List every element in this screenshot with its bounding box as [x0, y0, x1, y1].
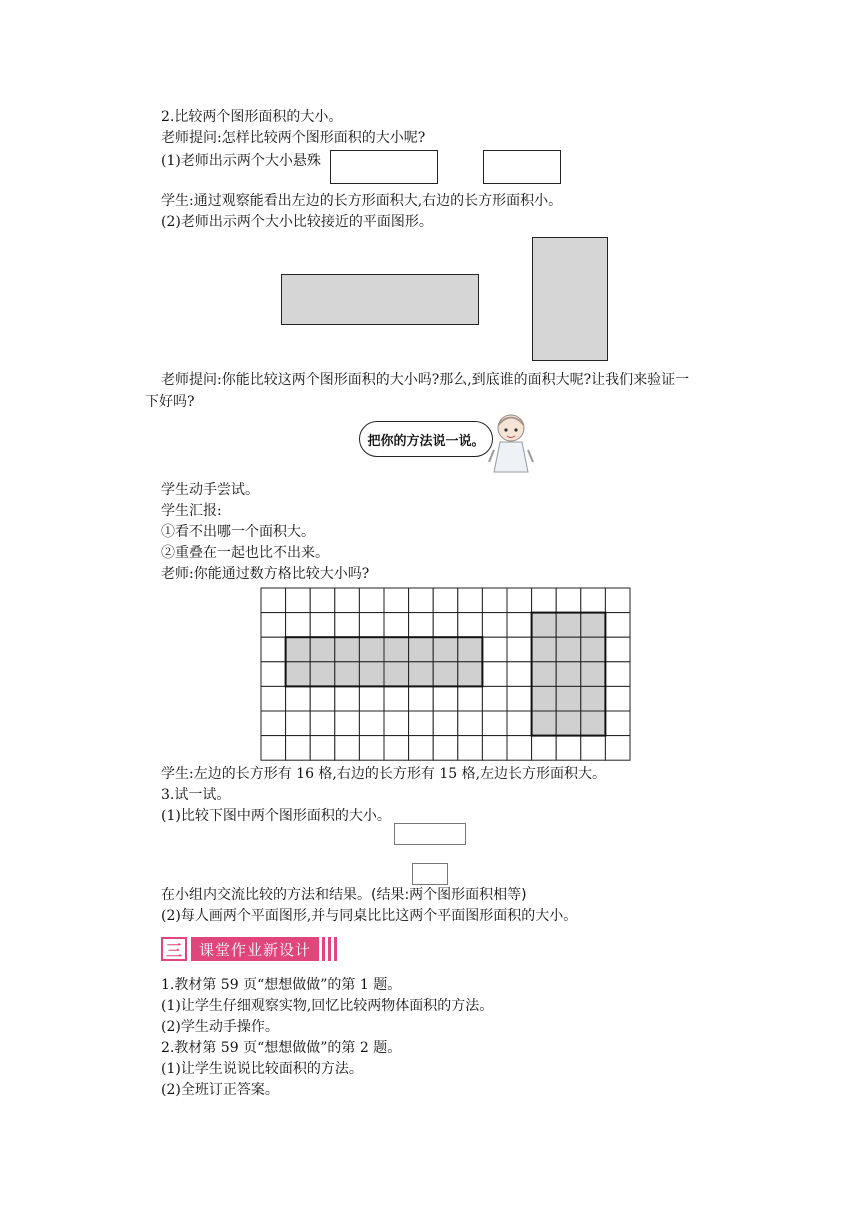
homework-banner [161, 937, 340, 961]
shaded-grid-cell [335, 637, 360, 662]
grid-cell [359, 686, 384, 711]
step1-text: (1)老师出示两个大小悬殊 [161, 153, 321, 169]
grid-cell [605, 736, 630, 761]
grid-cell [507, 588, 532, 613]
grid-cell [261, 637, 286, 662]
grid-cell [335, 736, 360, 761]
grid-cell [359, 711, 384, 736]
shaded-grid-cell [556, 686, 581, 711]
grid-cell [482, 736, 507, 761]
shaded-grid-cell [286, 662, 311, 687]
grid-cell [433, 613, 458, 638]
shaded-grid-cell [581, 662, 606, 687]
grid-cell [458, 711, 483, 736]
grid-cell [286, 711, 311, 736]
small-rectangle-figure [483, 150, 561, 184]
grid-cell [384, 588, 409, 613]
shaded-grid-cell [433, 662, 458, 687]
grid-cell [433, 711, 458, 736]
shaded-grid-cell [433, 637, 458, 662]
grid-cell [605, 588, 630, 613]
wide-gray-rectangle [281, 274, 479, 325]
homework-line-1: 1.教材第 59 页“想想做做”的第 1 题。 [161, 977, 402, 993]
try-rectangle-wide [394, 823, 466, 845]
shaded-grid-cell [581, 711, 606, 736]
grid-cell [532, 736, 557, 761]
speech-bubble-text: 把你的方法说一说。 [367, 433, 485, 449]
banner-title: 课堂作业新设计 [191, 937, 319, 961]
grid-cell [409, 736, 434, 761]
banner-number: 三 [161, 937, 187, 961]
shaded-grid-cell [556, 711, 581, 736]
grid-cell [409, 613, 434, 638]
grid-cell [605, 711, 630, 736]
step1-student-answer: 学生:通过观察能看出左边的长方形面积大,右边的长方形面积小。 [161, 193, 563, 209]
counting-grid [260, 587, 632, 761]
shaded-grid-cell [409, 637, 434, 662]
grid-cell [409, 711, 434, 736]
report-item-1: ①看不出哪一个面积大。 [161, 524, 315, 540]
student-report: 学生汇报: [161, 503, 222, 519]
grid-cell [433, 736, 458, 761]
grid-cell [261, 736, 286, 761]
teacher-question-2: 老师提问:你能比较这两个图形面积的大小吗?那么,到底谁的面积大呢?让我们来验证一 [161, 372, 690, 388]
shaded-grid-cell [384, 662, 409, 687]
discuss-result: (结果:两个图形面积相等) [371, 887, 527, 903]
grid-cell [310, 736, 335, 761]
grid-cell [261, 613, 286, 638]
grid-cell [384, 613, 409, 638]
shaded-grid-cell [532, 686, 557, 711]
homework-line-2: (1)让学生仔细观察实物,回忆比较两物体面积的方法。 [161, 998, 494, 1014]
grid-cell [433, 686, 458, 711]
grid-cell [605, 613, 630, 638]
grid-cell [556, 736, 581, 761]
shaded-grid-cell [409, 662, 434, 687]
grid-cell [359, 588, 384, 613]
grid-cell [261, 686, 286, 711]
teacher-question-2-cont: 下好吗? [145, 394, 195, 410]
tall-gray-rectangle [532, 237, 608, 361]
grid-cell [310, 686, 335, 711]
grid-cell [286, 736, 311, 761]
grid-cell [482, 613, 507, 638]
shaded-grid-cell [532, 637, 557, 662]
grid-cell [359, 613, 384, 638]
grid-cell [482, 588, 507, 613]
grid-cell [482, 711, 507, 736]
girl-illustration-icon [488, 410, 534, 474]
grid-cell [261, 588, 286, 613]
shaded-grid-cell [581, 637, 606, 662]
grid-cell [310, 711, 335, 736]
grid-cell [507, 736, 532, 761]
grid-cell [458, 613, 483, 638]
grid-cell [359, 736, 384, 761]
grid-cell [335, 711, 360, 736]
discuss-line [161, 885, 527, 905]
grid-cell [482, 662, 507, 687]
section3-item2: (2)每人画两个平面图形,并与同桌比比这两个平面图形面积的大小。 [161, 908, 578, 924]
grid-cell [261, 662, 286, 687]
step2-text: (2)老师出示两个大小比较接近的平面图形。 [161, 214, 433, 230]
section3-item1: (1)比较下图中两个图形面积的大小。 [161, 808, 391, 824]
grid-cell [458, 686, 483, 711]
grid-cell [384, 736, 409, 761]
shaded-grid-cell [335, 662, 360, 687]
grid-cell [458, 588, 483, 613]
grid-cell [384, 686, 409, 711]
shaded-grid-cell [384, 637, 409, 662]
shaded-grid-cell [359, 637, 384, 662]
grid-cell [409, 588, 434, 613]
grid-cell [507, 686, 532, 711]
grid-cell [556, 588, 581, 613]
grid-cell [605, 637, 630, 662]
grid-cell [286, 588, 311, 613]
student-try: 学生动手尝试。 [161, 482, 259, 498]
teacher-grid-question: 老师:你能通过数方格比较大小吗? [161, 566, 370, 582]
homework-line-5: (1)让学生说说比较面积的方法。 [161, 1061, 363, 1077]
grid-cell [532, 588, 557, 613]
grid-cell [605, 662, 630, 687]
shaded-grid-cell [532, 711, 557, 736]
shaded-grid-cell [581, 686, 606, 711]
section2-heading: 2.比较两个图形面积的大小。 [161, 109, 343, 125]
shaded-grid-cell [532, 613, 557, 638]
shaded-grid-cell [556, 613, 581, 638]
grid-cell [286, 613, 311, 638]
grid-cell [384, 711, 409, 736]
section3-heading: 3.试一试。 [161, 787, 231, 803]
grid-cell [581, 736, 606, 761]
grid-cell [507, 637, 532, 662]
banner-stripes [322, 937, 340, 961]
grid-cell [335, 613, 360, 638]
homework-line-6: (2)全班订正答案。 [161, 1082, 279, 1098]
report-item-2: ②重叠在一起也比不出来。 [161, 545, 329, 561]
shaded-grid-cell [286, 637, 311, 662]
grid-cell [310, 588, 335, 613]
shaded-grid-cell [359, 662, 384, 687]
student-grid-answer: 学生:左边的长方形有 16 格,右边的长方形有 15 格,左边长方形面积大。 [161, 766, 607, 782]
shaded-grid-cell [310, 662, 335, 687]
homework-line-4: 2.教材第 59 页“想想做做”的第 2 题。 [161, 1040, 402, 1056]
shaded-grid-cell [458, 662, 483, 687]
try-rectangle-small [412, 863, 448, 885]
grid-cell [310, 613, 335, 638]
grid-cell [335, 588, 360, 613]
shaded-grid-cell [310, 637, 335, 662]
grid-cell [605, 686, 630, 711]
grid-cell [458, 736, 483, 761]
large-rectangle-figure [330, 150, 438, 184]
grid-cell [482, 637, 507, 662]
speech-bubble [359, 421, 493, 457]
shaded-grid-cell [581, 613, 606, 638]
shaded-grid-cell [556, 662, 581, 687]
teacher-question: 老师提问:怎样比较两个图形面积的大小呢? [161, 130, 426, 146]
grid-cell [335, 686, 360, 711]
grid-cell [507, 662, 532, 687]
grid-cell [286, 686, 311, 711]
grid-cell [409, 686, 434, 711]
shaded-grid-cell [556, 637, 581, 662]
grid-cell [261, 711, 286, 736]
grid-cell [433, 588, 458, 613]
grid-cell [507, 613, 532, 638]
grid-cell [482, 686, 507, 711]
grid-cell [581, 588, 606, 613]
shaded-grid-cell [458, 637, 483, 662]
discuss-text: 在小组内交流比较的方法和结果。 [161, 887, 371, 903]
homework-line-3: (2)学生动手操作。 [161, 1019, 279, 1035]
shaded-grid-cell [532, 662, 557, 687]
grid-cell [507, 711, 532, 736]
